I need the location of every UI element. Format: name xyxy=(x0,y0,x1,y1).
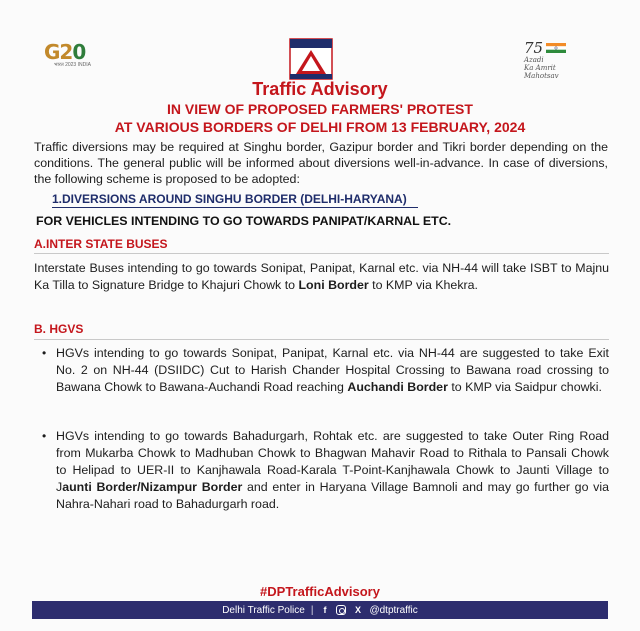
page-subtitle-line2: AT VARIOUS BORDERS OF DELHI FROM 13 FEBRUARY, 2024 xyxy=(114,119,526,135)
facebook-icon[interactable]: f xyxy=(323,604,327,615)
azadi-line3: Ka Amrit Mahotsav xyxy=(524,64,559,80)
bullet-icon: • xyxy=(42,429,47,443)
category-a-heading: A.INTER STATE BUSES xyxy=(34,237,168,251)
section-heading-singhu xyxy=(52,192,418,208)
instagram-icon[interactable] xyxy=(336,605,346,615)
divider xyxy=(34,253,609,254)
g20-logo xyxy=(44,42,114,76)
azadi-ka-amrit-mahotsav-logo xyxy=(524,40,588,78)
g20-logo-subtext: भारत 2023 INDIA xyxy=(54,62,91,68)
footer-org-name: Delhi Traffic Police xyxy=(222,604,305,616)
jaunti-nizampur-border-highlight: aunti Border/Nizampur Border xyxy=(62,480,243,494)
hashtag-link[interactable]: #DPTrafficAdvisory xyxy=(260,584,380,599)
category-b-heading: B. HGVS xyxy=(34,322,84,336)
x-twitter-icon[interactable]: X xyxy=(354,604,361,615)
azadi-number: 75 xyxy=(524,39,544,57)
page-subtitle-line1: IN VIEW OF PROPOSED FARMERS' PROTEST xyxy=(167,101,473,117)
loni-border-highlight: Loni Border xyxy=(298,278,369,292)
page-title: Traffic Advisory xyxy=(252,79,388,99)
footer-separator: | xyxy=(310,604,314,616)
vehicle-direction-heading: FOR VEHICLES INTENDING TO GO TOWARDS PANIPAT/KARNAL ETC. xyxy=(36,214,452,228)
tricolor-flag-icon xyxy=(546,43,566,53)
footer-social-handle[interactable]: @dtptraffic xyxy=(369,604,418,616)
hgv-bullet-1: • HGVs intending to go towards Sonipat, Panipat, Karnal etc. via NH-44 are suggested to take Exit No. 2 on NH-44 (DSIIDC) Cut to Harish Chander Hospital Crossing to Bawana road crossing to Bawana Chowk to Bawana-Auchandi Road reaching Auchandi Border to KMP via Saidpur chowki. xyxy=(42,346,609,394)
police-shield-icon xyxy=(289,38,333,80)
divider xyxy=(34,339,609,340)
section-title: DIVERSIONS AROUND SINGHU BORDER (DELHI-HARYANA) xyxy=(62,192,407,206)
delhi-police-emblem xyxy=(289,38,333,80)
azadi-line1: Azadi xyxy=(524,56,544,64)
section-number: 1. xyxy=(52,192,63,206)
footer-bar xyxy=(32,601,608,619)
hgv-bullet-2: • HGVs intending to go towards Bahadurgarh, Rohtak etc. are suggested to take Outer Ring Road from Mukarba Chowk to Madhuban Chowk to Bhagwan Mahavir Road to Rithala to Pansali Chowk to Helipad to UER-II to Kanjhawala Road-Karala T-Point-Kanjhawala Chowk to Jaunti Village to Jaunti Border/Nizampur Border and enter in Haryana Village Bamnoli and may go further go via Nahra-Nahari road to Bahadurgarh road. xyxy=(42,429,609,511)
intro-paragraph: Traffic diversions may be required at Singhu border, Gazipur border and Tikri border depending on the conditions. The general public will be informed about diversions well-in-advance. In case of diversions, the following scheme is proposed to be adopted: xyxy=(34,140,608,186)
auchandi-border-highlight: Auchandi Border xyxy=(347,380,448,394)
bullet-icon: • xyxy=(42,346,47,360)
g20-logo-text: G20 xyxy=(44,40,86,64)
interstate-buses-paragraph: Interstate Buses intending to go towards Sonipat, Panipat, Karnal etc. via NH-44 will take ISBT to Majnu Ka Tilla to Signature Bridge to Khajuri Chowk to Loni Border to KMP via Khekra. xyxy=(34,261,609,292)
